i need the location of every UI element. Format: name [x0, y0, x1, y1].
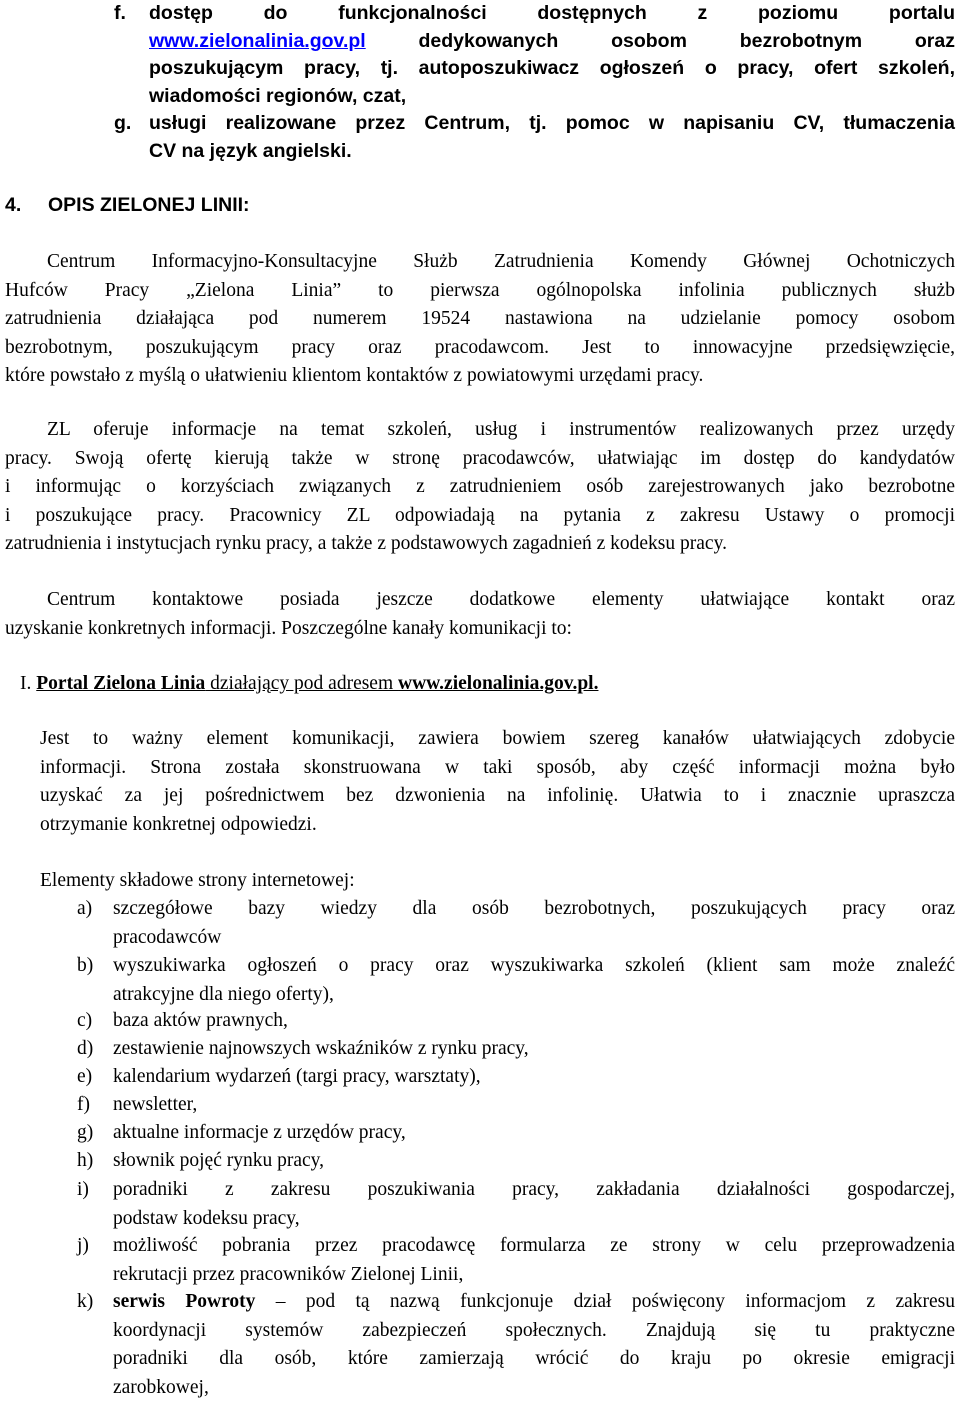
list-item-h: słownik pojęć rynku pracy,: [113, 1150, 325, 1171]
para1-line: które powstało z myślą o ułatwieniu klientom kontaktów z powiatowymi urzędami pracy.: [5, 365, 704, 386]
list-label-i: i): [77, 1179, 89, 1200]
list-label-g: g): [77, 1122, 94, 1143]
list-item-k: serwis Powroty – pod tą nazwą funkcjonuje dział poświęcony informacjom z zakresu koordynacji systemów zabezpieczeń społecznych. Znajdują się tu praktyczne poradniki dla osób, które zamierzają wrócić do kraju po okresie emigracji zarobkowej,: [113, 1291, 955, 1398]
para3-line: Centrum kontaktowe posiada jeszcze dodatkowe elementy ułatwiające kontakt oraz: [47, 589, 955, 610]
list-label-c: c): [77, 1010, 93, 1031]
para2-line: i informując o korzyściach związanych z zatrudnieniem osób zarejestrowanych jako bezrobotne: [5, 476, 955, 497]
para4-line: otrzymanie konkretnej odpowiedzi.: [40, 813, 317, 835]
para4-line: uzyskać za jej pośrednictwem bez dzwonienia na infolinię. Ułatwia to i znacznie upraszcza: [40, 785, 955, 806]
portal-heading-title: Portal Zielona Linia: [36, 673, 206, 694]
para2-line: i poszukujące pracy. Pracownicy ZL odpowiadają na pytania z zakresu Ustawy o promocji: [5, 504, 955, 526]
list-item-j: możliwość pobrania przez pracodawcę formularza ze strony w celu przeprowadzenia rekrutacji przez pracowników Zielonej Linii,: [113, 1235, 955, 1285]
list-item-g-line1: usługi realizowane przez Centrum, tj. pomoc w napisaniu CV, tłumaczenia: [149, 112, 955, 134]
list-label-d: d): [77, 1038, 94, 1059]
list-item-b: wyszukiwarka ogłoszeń o pracy oraz wyszukiwarka szkoleń (klient sam może znaleźć atrakcyjne dla niego oferty),: [113, 955, 955, 1005]
list-item-e: kalendarium wydarzeń (targi pracy, warsztaty),: [113, 1066, 481, 1087]
list-item-news: aktualne informacje z urzędów pracy,: [113, 1122, 406, 1143]
portal-heading-middle: działający pod adresem: [205, 673, 399, 694]
list-item-a: szczegółowe bazy wiedzy dla osób bezrobotnych, poszukujących pracy oraz pracodawców: [113, 898, 955, 948]
para4-line: informacji. Strona została skonstruowana w taki sposób, aby część informacji można było: [40, 756, 955, 778]
elements-intro: Elementy składowe strony internetowej:: [40, 870, 355, 891]
list-item-f-line3: poszukującym pracy, tj. autoposzukiwacz ogłoszeń o pracy, ofert szkoleń,: [149, 57, 955, 79]
serwis-powroty: serwis Powroty: [113, 1291, 256, 1312]
portal-address-link[interactable]: www.zielonalinia.gov.pl.: [398, 673, 599, 694]
para3-line: uzyskanie konkretnych informacji. Poszczególne kanały komunikacji to:: [5, 617, 572, 639]
list-item-f-line1: dostęp do funkcjonalności dostępnych z poziomu portalu: [149, 2, 955, 24]
para1-line: Centrum Informacyjno-Konsultacyjne Służb Zatrudnienia Komendy Głównej Ochotniczych: [47, 251, 955, 272]
list-label-e: e): [77, 1066, 93, 1087]
list-item-f-label: f.: [114, 2, 126, 24]
para1-line: zatrudnienia działająca pod numerem 19524 nastawiona na udzielanie pomocy osobom: [5, 308, 955, 329]
section-number: 4.: [5, 194, 22, 216]
list-label-b: b): [77, 955, 94, 976]
list-label-j: j): [77, 1235, 89, 1256]
list-label-h: h): [77, 1150, 94, 1171]
list-label-f: f): [77, 1094, 90, 1115]
list-item-d: zestawienie najnowszych wskaźników z rynku pracy,: [113, 1038, 529, 1059]
portal-heading-numeral: I.: [20, 673, 32, 694]
portal-link[interactable]: www.zielonalinia.gov.pl: [149, 29, 366, 52]
list-item-c: baza aktów prawnych,: [113, 1010, 288, 1031]
list-item-f-line2: www.zielonalinia.gov.pl dedykowanych osobom bezrobotnym oraz: [149, 29, 955, 52]
list-item-g-line2: CV na język angielski.: [149, 139, 352, 162]
para2-line: ZL oferuje informacje na temat szkoleń, usług i instrumentów realizowanych przez urzędy: [47, 419, 955, 440]
list-label-a: a): [77, 898, 93, 919]
list-item-newsletter: newsletter,: [113, 1094, 198, 1115]
section-heading: OPIS ZIELONEJ LINII:: [48, 194, 250, 216]
list-item-i: poradniki z zakresu poszukiwania pracy, zakładania działalności gospodarczej, podstaw kodeksu pracy,: [113, 1179, 955, 1229]
para2-line: zatrudnienia i instytucjach rynku pracy, a także z podstawowych zagadnień z kodeksu pracy.: [5, 533, 727, 554]
list-label-k: k): [77, 1291, 94, 1312]
para1-line: bezrobotnym, poszukującym pracy oraz pracodawcom. Jest to innowacyjne przedsięwzięcie,: [5, 336, 955, 358]
list-item-g-label: g.: [114, 112, 132, 134]
para2-line: pracy. Swoją ofertę kierują także w stronę pracodawców, ułatwiając im dostęp do kandydatów: [5, 447, 955, 469]
para4-line: Jest to ważny element komunikacji, zawiera bowiem szereg kanałów ułatwiających zdobycie: [40, 728, 955, 749]
list-item-f-line4: wiadomości regionów, czat,: [149, 84, 407, 107]
para1-line: Hufców Pracy „Zielona Linia” to pierwsza ogólnopolska infolinia publicznych służb: [5, 279, 955, 301]
